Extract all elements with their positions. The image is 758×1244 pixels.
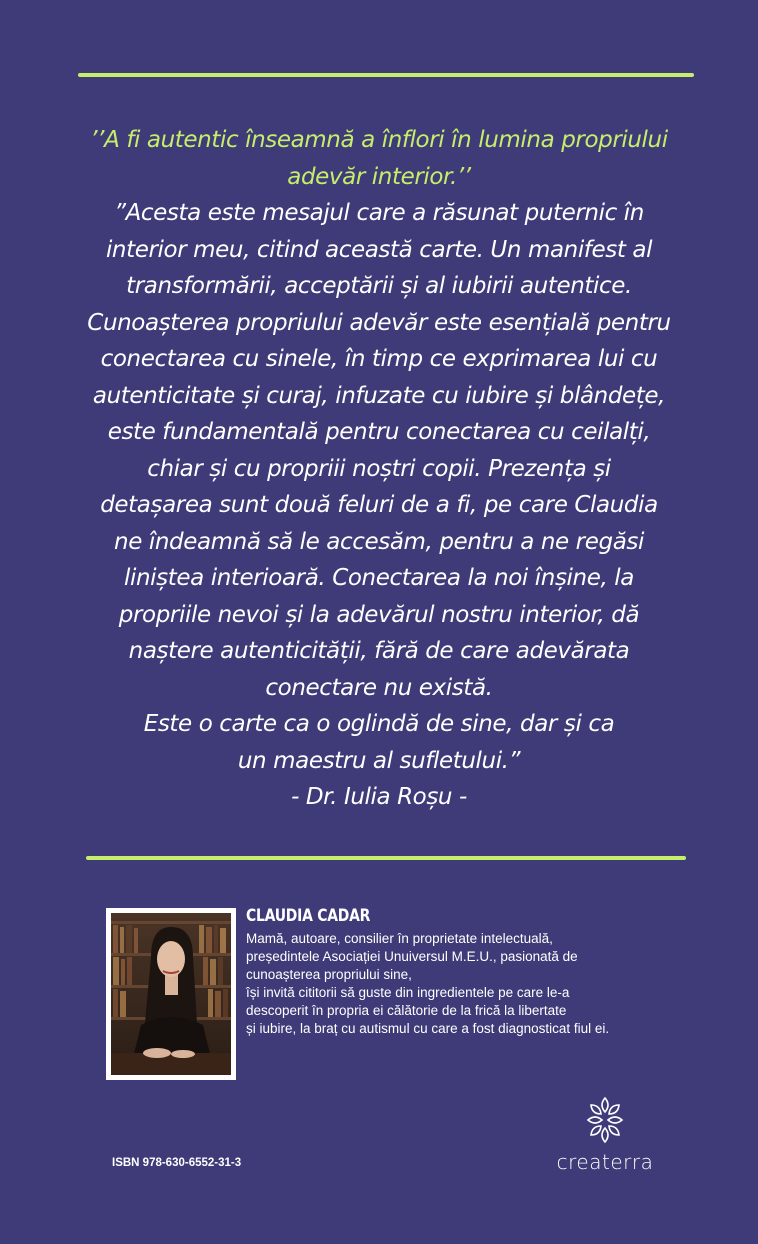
quote-line: Este o carte ca o oglindă de sine, dar și ca	[143, 711, 615, 737]
bio-line: președintele Asociației Unuiversul M.E.U., pasionată de	[246, 949, 578, 964]
quote-line: este fundamentală pentru conectarea cu ceilalți,	[107, 419, 651, 445]
quote-line: transformării, acceptării și al iubirii autentice.	[126, 273, 632, 299]
quote-line: ne îndeamnă să le accesăm, pentru a ne regăsi	[114, 528, 644, 555]
quote-line: conectarea cu sinele, în timp ce exprimarea lui cu	[100, 346, 658, 372]
quote-line: ”Acesta este mesajul care a răsunat puternic în	[114, 200, 644, 226]
bio-line: Mamă, autoare, consilier în proprietate intelectuală,	[246, 931, 553, 946]
quote-line: naștere autenticității, fără de care adevărata	[128, 638, 630, 664]
quote-line: chiar și cu propriii noștri copii. Prezența și	[147, 455, 611, 482]
quote-line: liniștea interioară. Conectarea la noi înșine, la	[124, 565, 634, 591]
quote-line: conectare nu există.	[265, 674, 493, 701]
author-photo-frame	[106, 908, 236, 1080]
author-name: CLAUDIA CADAR	[246, 906, 371, 926]
quote-line: autenticitate și curaj, infuzate cu iubire și blândețe,	[92, 382, 666, 409]
author-photo	[111, 913, 231, 1075]
quote-attribution: - Dr. Iulia Roșu -	[291, 784, 467, 810]
bio-line: își invită cititorii să guste din ingredientele pe care le-a	[246, 985, 570, 1000]
isbn-label: ISBN 978-630-6552-31-3	[112, 1157, 242, 1169]
middle-divider	[86, 856, 686, 860]
quote-line: un maestru al sufletului.”	[237, 747, 521, 774]
top-divider	[78, 73, 694, 77]
bio-line: și iubire, la braț cu autismul cu care a fost diagnosticat fiul ei.	[246, 1021, 610, 1036]
author-portrait-illustration	[111, 913, 231, 1075]
bio-line: descoperit în propria ei călătorie de la frică la libertate	[246, 1003, 567, 1018]
flower-logo-icon	[582, 1094, 628, 1146]
author-bio	[246, 930, 716, 1038]
quote-headline-line-1: ’’A fi autentic înseamnă a înflori în lumina propriului	[90, 127, 668, 153]
back-cover-quote	[60, 122, 698, 816]
publisher-logo	[542, 1094, 672, 1184]
publisher-name: createrra	[556, 1150, 654, 1174]
quote-line: interior meu, citind această carte. Un manifest al	[105, 236, 653, 263]
bio-line: cunoașterea propriului sine,	[246, 967, 412, 982]
quote-line: detașarea sunt două feluri de a fi, pe care Claudia	[100, 492, 658, 518]
quote-line: Cunoașterea propriului adevăr este esențială pentru	[87, 309, 671, 336]
quote-headline-line-2: adevăr interior.’’	[287, 163, 471, 190]
quote-line: propriile nevoi și la adevărul nostru interior, dă	[118, 601, 640, 628]
